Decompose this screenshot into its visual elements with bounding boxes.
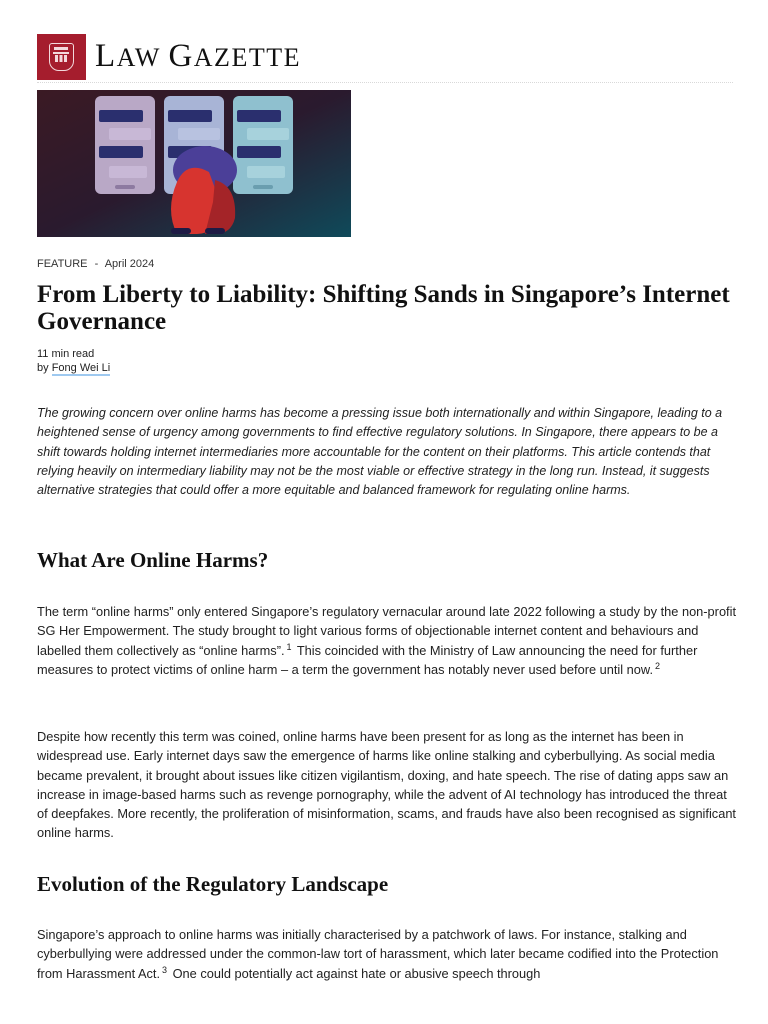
sitting-person-illustration (171, 146, 237, 234)
meta-separator: - (94, 258, 99, 270)
category-label[interactable]: FEATURE (37, 258, 88, 270)
hero-illustration (37, 90, 351, 237)
crest-icon (49, 43, 74, 71)
site-header (37, 34, 733, 83)
footnote-ref-2[interactable]: 2 (655, 660, 661, 671)
footnote-ref-1[interactable]: 1 (286, 641, 292, 652)
byline-prefix: by (37, 362, 49, 374)
read-time: 11 min read (37, 348, 95, 360)
law-society-logo[interactable] (37, 34, 86, 80)
section-heading-regulatory-landscape: Evolution of the Regulatory Landscape (37, 872, 389, 896)
article-title: From Liberty to Liability: Shifting Sands in Singapore’s Internet Governance (37, 281, 730, 335)
article-abstract: The growing concern over online harms has become a pressing issue both internationally and within Singapore, leading to a heightened sense of urgency among governments to find effective regulatory solutions. In Singapore, there appears to be a shift towards holding internet intermediaries more accountable for the content on their platforms. This article contends that relying heavily on intermediary liability may not be the most viable or effective strategy in the long run. Instead, it suggests alternative strategies that could offer a more equitable and balanced framework for regulating online harms. (37, 406, 723, 498)
footnote-ref-3[interactable]: 3 (162, 964, 168, 975)
site-title[interactable]: LAW GAZETTE (95, 38, 301, 74)
paragraph-regulatory-1: Singapore’s approach to online harms was initially characterised by a patchwork of laws. For instance, stalking and cyberbullying were addressed under the common-law tort of harassment, which later became codified into the Protection from Harassment Act. $^3$ One could potentially act against hate or abusive speech through (37, 927, 719, 981)
byline (37, 362, 110, 374)
article-meta (37, 258, 154, 270)
phone-illustration-3 (233, 96, 293, 194)
author-link[interactable]: Fong Wei Li (51, 362, 111, 374)
phone-illustration-1 (95, 96, 155, 194)
paragraph-online-harms-1: The term “online harms” only entered Singapore’s regulatory vernacular around late 2022 following a study by the non-profit SG Her Empowerment. The study brought to light various forms of objectionable internet content and behaviours and labelled them collectively as “online harms”. $^1$ This coincided with the Ministry of Law announcing the need for further measures to protect victims of online harm – a term the government has notably never used before until now. $^2$ (37, 604, 737, 677)
publish-date: April 2024 (104, 258, 155, 270)
paragraph-online-harms-2: Despite how recently this term was coined, online harms have been present for as long as the internet has been in widespread use. Early internet days saw the emergence of harms like online stalking and cyberbullying. As social media became prevalent, it brought about issues like citizen vigilantism, doxing, and hate speech. The rise of dating apps saw an increase in image-based harms such as revenge pornography, while the advent of AI technology has introduced the threat of deepfakes. More recently, the proliferation of misinformation, scams, and frauds have also been recognised as significant online harms. (37, 729, 736, 841)
section-heading-online-harms: What Are Online Harms? (37, 548, 269, 572)
